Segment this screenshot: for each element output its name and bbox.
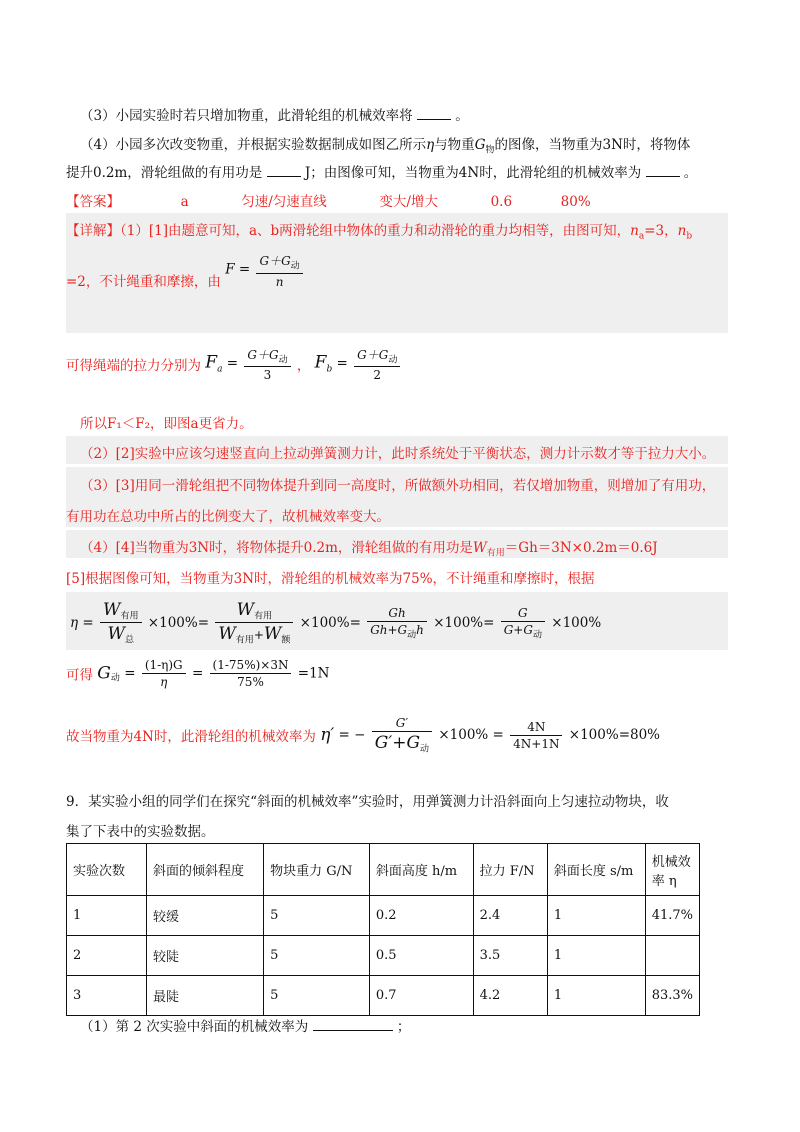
answer-line [66, 190, 591, 210]
table-header-cell: 斜面高度 h/m [369, 844, 473, 896]
table-header-cell: 斜面的倾斜程度 [146, 844, 263, 896]
table-header-cell: 拉力 F/N [473, 844, 547, 896]
table-header-cell: 物块重力 G/N [264, 844, 370, 896]
question-3-text: （3）小园实验时若只增加物重，此滑轮组的机械效率将 [80, 108, 413, 124]
detail-line-p5: （3）[3]用同一滑轮组把不同物体提升到同一高度时，所做额外功相同，若仅增加物重，则增加了有用功， [80, 478, 716, 494]
table-cell: 5 [264, 896, 370, 936]
question-3: （3）小园实验时若只增加物重，此滑轮组的机械效率将 。 [80, 108, 469, 124]
table-cell: 1 [547, 896, 645, 936]
table-cell: 1 [547, 976, 645, 1016]
table-header-cell: 实验次数 [67, 844, 147, 896]
formula-fa: $F_a$ = $\frac{G+G_动}{3}$ [205, 346, 292, 382]
formula-f: F = $\frac{G+G_动}{n}$ [225, 252, 304, 288]
detail-line-forces: 可得绳端的拉力分别为 $F_a$ = $\frac{G+G_动}{3}$ ， $F_b$ = $\frac{G+G_动}{2}$ [66, 346, 402, 382]
table-cell: 3 [67, 976, 147, 1016]
detail-line-2: =2，不计绳重和摩擦，由 F = $\frac{G+G_动}{n}$ [66, 270, 305, 290]
table-row [67, 936, 700, 976]
detail-line-p6: （4）[4]当物重为3N时，将物体提升0.2m，滑轮组做的有用功是$W_{有用}=Gh=3N\times 0.2m=0.6J$ [80, 540, 658, 559]
answer-label: 【答案】 [66, 194, 120, 210]
detail-line-p5b: 有用功在总功中所占的比例变大了，故机械效率变大。 [66, 509, 390, 525]
question-4-line-2: 提升0.2m，滑轮组做的有用功是 J；由图像可知，当物重为4N时，此滑轮组的机械效率为 。 [66, 165, 698, 181]
answer-item: 变大/增大 [379, 194, 438, 210]
question-9-sub-1: （1）第 2 次实验中斜面的机械效率为 ； [80, 1019, 411, 1035]
table-header-cell: 机械效率 η [645, 844, 699, 896]
table-cell: 0.2 [369, 896, 473, 936]
detail-label: 【详解】 [66, 223, 120, 239]
formula-efficiency: η = $\frac{W_{有用}}{W_总}$ ×100%= $\frac{W_{有用}}{W_{有用}+W_额}$ ×100%= $\frac{Gh}{Gh+G_动h}$ ×100%= $\frac{G}{G+G_动}$ ×100% [70, 600, 602, 646]
table-cell: 0.7 [369, 976, 473, 1016]
table-row [67, 976, 700, 1016]
answer-blank [313, 1018, 393, 1031]
answer-item: 匀速/匀速直线 [241, 194, 327, 210]
table-cell: 0.5 [369, 936, 473, 976]
table-cell: 最陡 [146, 976, 263, 1016]
answer-blank [267, 164, 301, 177]
answer-blank [417, 107, 451, 120]
answer-item: 0.6 [490, 194, 513, 210]
table-cell: 83.3% [645, 976, 699, 1016]
detail-line-p3: 所以F₁＜F₂，即图a更省力。 [80, 416, 253, 432]
question-9-line-1: 9．某实验小组的同学们在探究“斜面的机械效率”实验时，用弹簧测力计沿斜面向上匀速拉动物块，收 [66, 794, 669, 810]
experiment-table [66, 843, 700, 1016]
table-cell: 1 [67, 896, 147, 936]
table-cell: 41.7% [645, 896, 699, 936]
table-row [67, 896, 700, 936]
table-cell: 1 [547, 936, 645, 976]
question-9-line-2: 集了下表中的实验数据。 [66, 824, 215, 840]
table-cell: 较缓 [146, 896, 263, 936]
table-cell: 5 [264, 976, 370, 1016]
question-4-line-1: （4）小园多次改变物重，并根据实验数据制成如图乙所示η与物重$G_物$的图像，当物重为3N时，将物体 [80, 137, 691, 156]
table-cell: 2 [67, 936, 147, 976]
table-cell: 3.5 [473, 936, 547, 976]
detail-line-p4: （2）[2]实验中应该匀速竖直向上拉动弹簧测力计，此时系统处于平衡状态，测力计示数才等于拉力大小。 [80, 446, 716, 462]
answer-item: 80% [560, 194, 591, 210]
table-cell: 较陡 [146, 936, 263, 976]
table-cell: 5 [264, 936, 370, 976]
table-header-row [67, 844, 700, 896]
formula-g-dynamic: 可得 $G_动$ = $\frac{(1-\eta)G}{\eta}$ = $\frac{(1-75\%)\times 3N}{75\%}$ =1N [66, 658, 330, 689]
table-cell: 2.4 [473, 896, 547, 936]
table-header-cell: 斜面长度 s/m [547, 844, 645, 896]
table-cell: 4.2 [473, 976, 547, 1016]
detail-line-p7: [5]根据图像可知，当物重为3N时，滑轮组的机械效率为75%，不计绳重和摩擦时，根据 [66, 571, 595, 587]
table-cell [645, 936, 699, 976]
detail-line-1: 【详解】（1）[1]由题意可知，a、b两滑轮组中物体的重力和动滑轮的重力均相等，由图可知，$n_a=3$，$n_b$ [66, 223, 693, 242]
formula-fb: $F_b$ = $\frac{G+G_动}{2}$ [315, 346, 403, 382]
answer-blank [646, 164, 680, 177]
formula-efficiency-4n: 故当物重为4N时，此滑轮组的机械效率为 η′ = − $\frac{G'}{G'+G_动}$ ×100% = $\frac{4N}{4N+1N}$ ×100%=80% [66, 716, 661, 755]
answer-item: a [180, 194, 189, 210]
